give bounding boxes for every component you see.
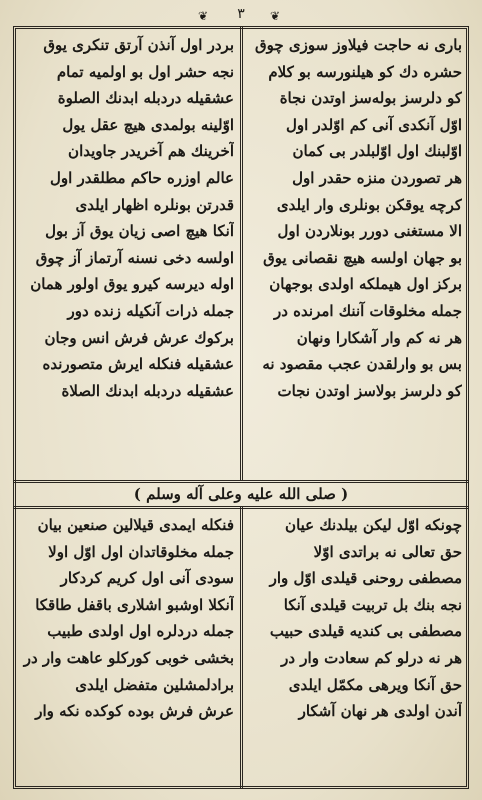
verse-line: قدرتن بونلره اظهار ايلدى [75,195,234,214]
verse-line: آخرينك هم آخريدر جاويدان [68,142,234,161]
verse-line: بخشى خوبى كوركلو عاهت وار در [23,648,234,667]
blessing-line: ( صلى الله عليه وعلى آله وسلم ) [133,485,349,503]
verse-line: كو دلرسز بولاسز اوتدن نجات [277,381,462,400]
verse-line: فنكله ايمدى قيلالين صنعين بيان [37,516,234,534]
verse-line: نجه بنك بل تربيت قيلدى آنكا [283,595,462,614]
verse-line: جمله دردلره اول اولدى طبيب [47,622,234,641]
verse-line: نجه حشر اول بو اولميه تمام [56,62,234,81]
column-divider-top [240,26,243,480]
verse-line: هر نه كم وار آشكارا ونهان [296,328,462,347]
column-divider-bottom [240,506,243,789]
verse-line: آنكلا اوشبو اشلارى باقفل طاقكا [35,595,234,614]
verse-line: بارى نه حاجت فيلاوز سوزى چوق [255,36,462,54]
verse-line: بس بو وارلقدن عجب مقصود نه [262,355,462,374]
verse-line: اوّل آنكدى آنى كم اوّلدر اول [285,115,462,134]
verse-line: جمله مخلوقاتدان اول اوّل اولا [48,542,234,561]
verse-line: جمله ذرات آنكيله زنده دور [67,301,234,320]
left-column-top [20,32,234,404]
verse-line: اوله ديرسه كيرو يوق اولور همان [30,275,234,294]
verse-line: آنكا هيچ اصى زيان يوق آز بول [45,222,234,241]
verse-line: كرچه يوقكن بونلرى وار ايلدى [276,195,462,214]
verse-line: بو جهان اولسه هيچ نقصانى يوق [263,248,462,267]
verse-line: بردر اول آنذن آرتق تنكرى يوق [43,36,234,54]
verse-line: مصطفى بى كنديه قيلدى حبيب [269,622,462,641]
page-number: ٣ [237,6,245,22]
left-column-bottom [20,512,234,725]
verse-line: عشقيله فنكله ايرش متصورنده [42,355,234,374]
verse-line: الا مستغنى دورر بونلاردن اول [277,222,462,241]
verse-line: اوّلبنك اول اوّلبلدر بى كمان [292,142,462,161]
verse-line: جمله مخلوقات آننك امرنده در [274,301,462,320]
verse-line: چونكه اوّل ليكن بيلدنك عيان [285,516,462,534]
verse-line: عالم اوزره حاكم مطلقدر اول [49,168,234,187]
verse-line: بركوك عرش فرش انس وجان [44,328,234,347]
right-column-bottom [248,512,462,725]
verse-line: مصطفى روحنى قيلدى اوّل وار [269,569,462,588]
verse-line: سودى آنى اول كريم كردكار [60,569,234,588]
header-ornament-right-icon: ❦ [270,9,281,23]
verse-line: اولسه دخى نسنه آرتماز آز چوق [35,248,234,267]
right-column-top [248,32,462,404]
verse-line: هر تصوردن منزه حقدر اول [292,168,462,187]
verse-line: كو دلرسز بوله‌سز اوتدن نجاة [279,89,462,108]
verse-line: هر نه درلو كم سعادت وار در [281,648,462,667]
verse-line: عشقيله دردبله ابدنك الصلاة [61,381,234,400]
verse-line: حق تعالى نه براتدى اوّلا [313,542,462,561]
verse-line: حق آنكا ويرهى مكمّل ايلدى [288,675,462,694]
verse-line: عرش فرش بوده كوكده نكه وار [35,702,234,721]
section-rule-bottom [13,506,469,509]
verse-line: برادلمشلين متفضل ايلدى [75,675,234,694]
verse-line: حشره دك كو هيلنورسه بو كلام [268,62,462,81]
verse-line: بركز اول هيملكه اولدى بوجهان [269,275,462,294]
verse-line: اوّلينه بولمدى هيچ عقل يول [62,115,234,134]
header-ornament-left-icon: ❦ [198,9,209,23]
verse-line: آندن اولدى هر نهان آشكار [298,702,462,721]
verse-line: عشقيله دردبله ابدنك الصلوة [57,89,234,108]
